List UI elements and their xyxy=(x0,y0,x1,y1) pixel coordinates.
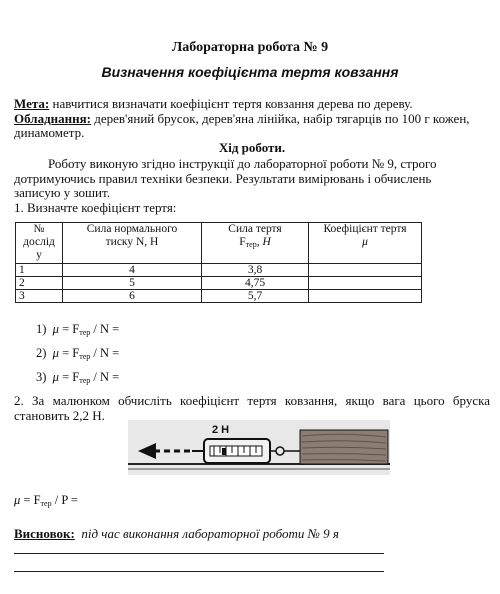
col-header-coefficient: Коефіцієнт тертя μ xyxy=(309,223,422,264)
goal-text: навчитися визначати коефіцієнт тертя ковзання дерева по дереву. xyxy=(52,96,413,111)
equipment-text: дерев'яний брусок, дерев'яна лінійка, набір тягарців по 100 г кожен, xyxy=(94,111,470,126)
table-cell-friction-force: 3,8 xyxy=(202,264,309,277)
dynamometer-icon xyxy=(204,439,270,463)
task2-line-1: 2. За малюнком обчисліть коефіцієнт тертя ковзання, якщо вага цього бруска xyxy=(14,393,490,408)
table-cell-n: 2 xyxy=(16,277,63,290)
page-subtitle: Визначення коефіцієнта тертя ковзання xyxy=(101,64,399,80)
formula-line-1: 1) $\mu = F_{тер} / N$ = xyxy=(36,322,120,337)
conclusion-line xyxy=(14,526,490,541)
dynamometer-scale-label: 2 Н xyxy=(212,424,230,436)
task2-formula: $\mu = F_{тер} / P$ = xyxy=(14,493,78,508)
page-title: Лабораторна робота № 9 xyxy=(171,40,329,55)
conclusion-text: під час виконання лабораторної роботи № 9 я xyxy=(81,526,339,541)
wooden-block-icon xyxy=(300,430,388,464)
col-header-number: № дослід у xyxy=(16,223,63,264)
procedure-line-2: дотримуючись правил техніки безпеки. Результати вимірювань і обчислень xyxy=(14,171,432,186)
table-row xyxy=(16,290,422,303)
conclusion-label: Висновок: xyxy=(14,526,75,541)
table-cell-friction-force: 4,75 xyxy=(202,277,309,290)
goal-line xyxy=(14,96,490,111)
table-cell-coefficient xyxy=(309,290,422,303)
col-header-normal-force: Сила нормального тиску N, Н xyxy=(63,223,202,264)
procedure-line-3: записую у зошит. xyxy=(14,185,110,200)
col-header-friction-force: Сила тертя $F_{тер}$, Н xyxy=(202,223,309,264)
table-cell-n: 1 xyxy=(16,264,63,277)
table-row xyxy=(16,277,422,290)
procedure-line-1: Роботу виконую згідно інструкції до лабораторної роботи № 9, строго xyxy=(48,156,437,171)
task1-label: 1. Визначте коефіцієнт тертя: xyxy=(14,200,177,215)
table-header-row xyxy=(16,223,422,264)
equipment-text-cont: динамометр. xyxy=(14,125,85,140)
task2-line-2: становить 2,2 Н. xyxy=(14,408,105,423)
answer-line-2 xyxy=(14,571,384,572)
goal-label: Мета: xyxy=(14,96,50,111)
results-table xyxy=(15,222,422,303)
table-cell-friction-force: 5,7 xyxy=(202,290,309,303)
answer-line-1 xyxy=(14,553,384,554)
equipment-label: Обладнання: xyxy=(14,111,91,126)
equipment-line xyxy=(14,111,490,126)
table-row xyxy=(16,264,422,277)
procedure-heading: Хід роботи. xyxy=(218,140,286,155)
formula-line-3: 3) $\mu = F_{тер} / N$ = xyxy=(36,370,120,385)
table-cell-normal-force: 5 xyxy=(63,277,202,290)
table-cell-n: 3 xyxy=(16,290,63,303)
table-cell-coefficient xyxy=(309,264,422,277)
dynamometer-figure xyxy=(128,420,390,475)
table-cell-coefficient xyxy=(309,277,422,290)
formula-line-2: 2) $\mu = F_{тер} / N$ = xyxy=(36,346,120,361)
table-cell-normal-force: 4 xyxy=(63,264,202,277)
table-cell-normal-force: 6 xyxy=(63,290,202,303)
